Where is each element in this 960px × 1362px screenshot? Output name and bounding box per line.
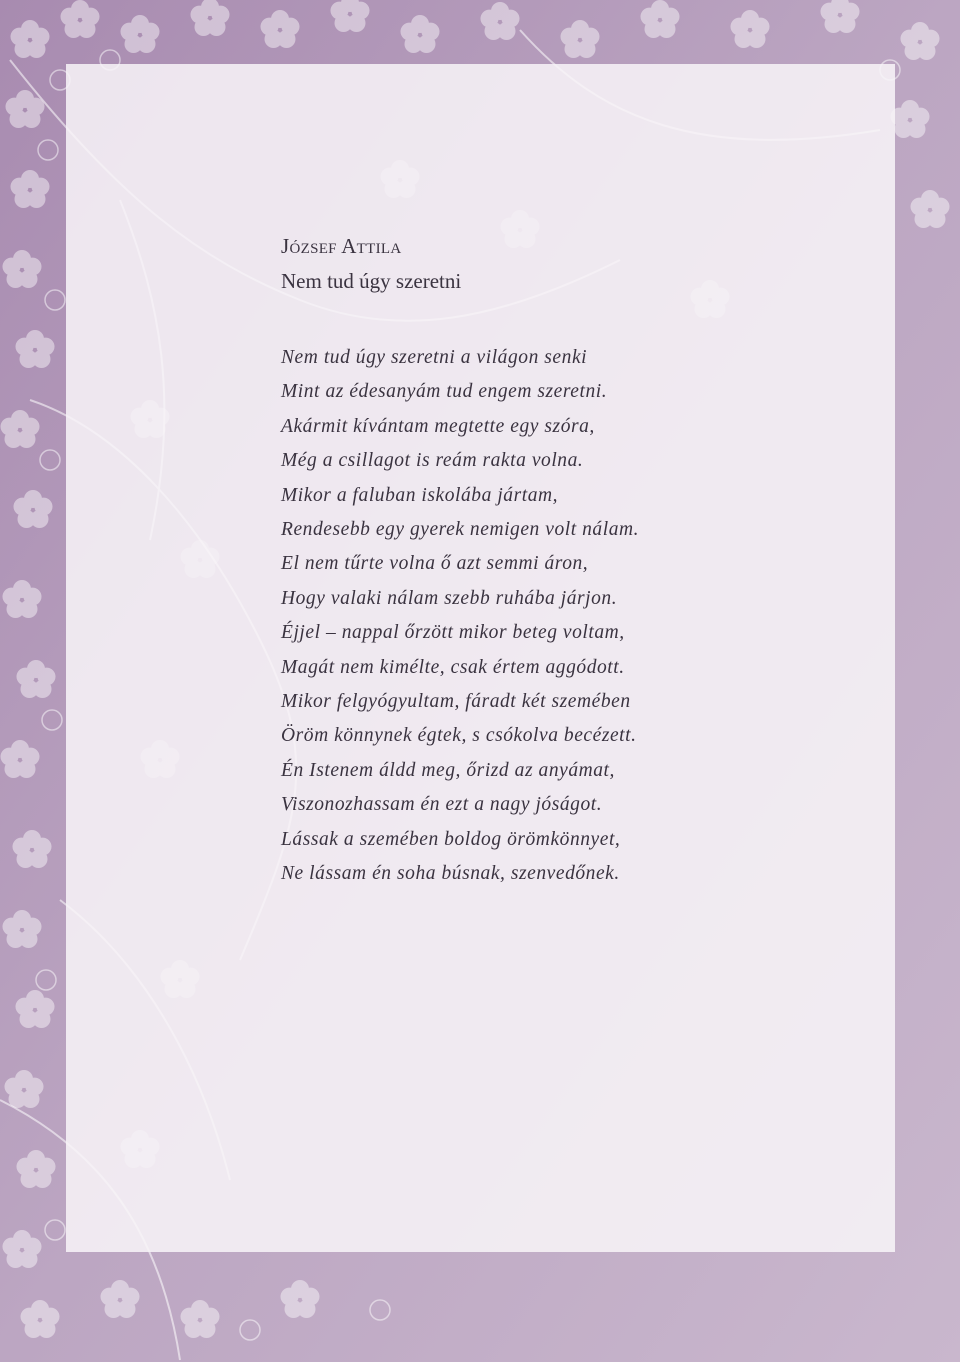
poem-line: Mikor felgyógyultam, fáradt két szemében <box>281 691 631 713</box>
poem-line: Hogy valaki nálam szebb ruhába járjon. <box>281 587 618 609</box>
poem-line: Akármit kívántam megtette egy szóra, <box>281 415 595 437</box>
poem-line: Éjjel – nappal őrzött mikor beteg voltam, <box>281 622 625 644</box>
poem-line: Magát nem kimélte, csak értem aggódott. <box>281 656 625 678</box>
poem-line: Én Istenem áldd meg, őrizd az anyámat, <box>281 759 615 781</box>
poem-line: Nem tud úgy szeretni a világon senki <box>281 347 588 368</box>
poem-body <box>281 341 881 892</box>
poem-line: Mikor a faluban iskolába jártam, <box>281 484 559 506</box>
poem-line: Lássak a szemében boldog örömkönnyet, <box>281 828 621 850</box>
poem-line: El nem tűrte volna ő azt semmi áron, <box>281 553 589 575</box>
author-name: József Attila <box>281 234 402 258</box>
poem-title: Nem tud úgy szeretni <box>281 269 462 293</box>
poem-line: Ne lássam én soha búsnak, szenvedőnek. <box>281 863 620 885</box>
poem-page <box>281 232 881 892</box>
poem-line: Viszonozhassam én ezt a nagy jóságot. <box>281 794 603 816</box>
poem-line: Még a csillagot is reám rakta volna. <box>281 450 584 472</box>
poem-line: Öröm könnynek égtek, s csókolva becézett. <box>281 725 637 747</box>
poem-line: Mint az édesanyám tud engem szeretni. <box>281 381 608 403</box>
poem-line: Rendesebb egy gyerek nemigen volt nálam. <box>281 519 640 541</box>
